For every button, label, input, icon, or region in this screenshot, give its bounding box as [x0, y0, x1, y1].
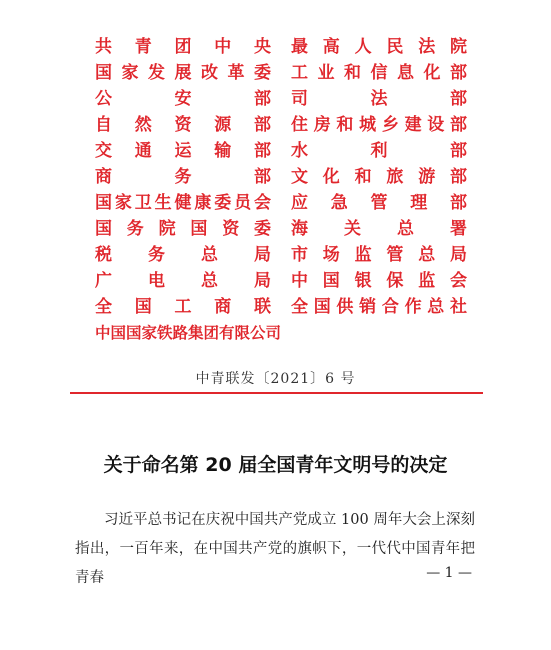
issuer-left: 国家卫生健康委员会	[95, 193, 271, 213]
document-number: 中青联发〔2021〕6 号	[195, 371, 356, 387]
issuer-left: 中国国家铁路集团有限公司	[95, 324, 282, 342]
issuers-left-column	[95, 34, 282, 346]
issuer-left: 国家发展改革委	[95, 63, 271, 83]
red-divider-line	[70, 392, 483, 394]
issuer-left: 公 安 部	[95, 89, 271, 109]
issuer-left: 税 务 总 局	[95, 245, 271, 265]
issuer-right: 中 国 银 保 监 会	[291, 271, 467, 291]
page-number: — 1 —	[426, 565, 472, 581]
issuers-right-column	[291, 34, 467, 320]
issuer-right: 海 关 总 署	[291, 219, 467, 239]
issuing-authorities	[95, 34, 475, 344]
issuer-right: 水 利 部	[291, 141, 467, 161]
issuer-left: 商 务 部	[95, 167, 271, 187]
issuer-right: 住房和城乡建设部	[291, 115, 467, 135]
document-title: 关于命名第 20 届全国青年文明号的决定	[103, 454, 448, 476]
issuer-right: 司 法 部	[291, 89, 467, 109]
issuer-left: 自 然 资 源 部	[95, 115, 271, 135]
issuer-right: 工业和信息化部	[291, 63, 467, 83]
issuer-right: 全国供销合作总社	[291, 297, 467, 317]
issuer-left: 国务院国资委	[95, 219, 271, 239]
issuer-left: 共 青 团 中 央	[95, 37, 271, 57]
issuer-right: 最高人民法院	[291, 37, 467, 57]
issuer-left: 交 通 运 输 部	[95, 141, 271, 161]
issuer-right: 市 场 监 管 总 局	[291, 245, 467, 265]
issuer-right: 应 急 管 理 部	[291, 193, 467, 213]
issuer-right: 文化和旅游部	[291, 167, 467, 187]
body-paragraph: 习近平总书记在庆祝中国共产党成立 100 周年大会上深刻指出，一百年来，在中国共产党的旗帜下，一代代中国青年把青春	[75, 512, 475, 586]
issuer-left: 全 国 工 商 联	[95, 297, 271, 317]
issuer-left: 广 电 总 局	[95, 271, 271, 291]
